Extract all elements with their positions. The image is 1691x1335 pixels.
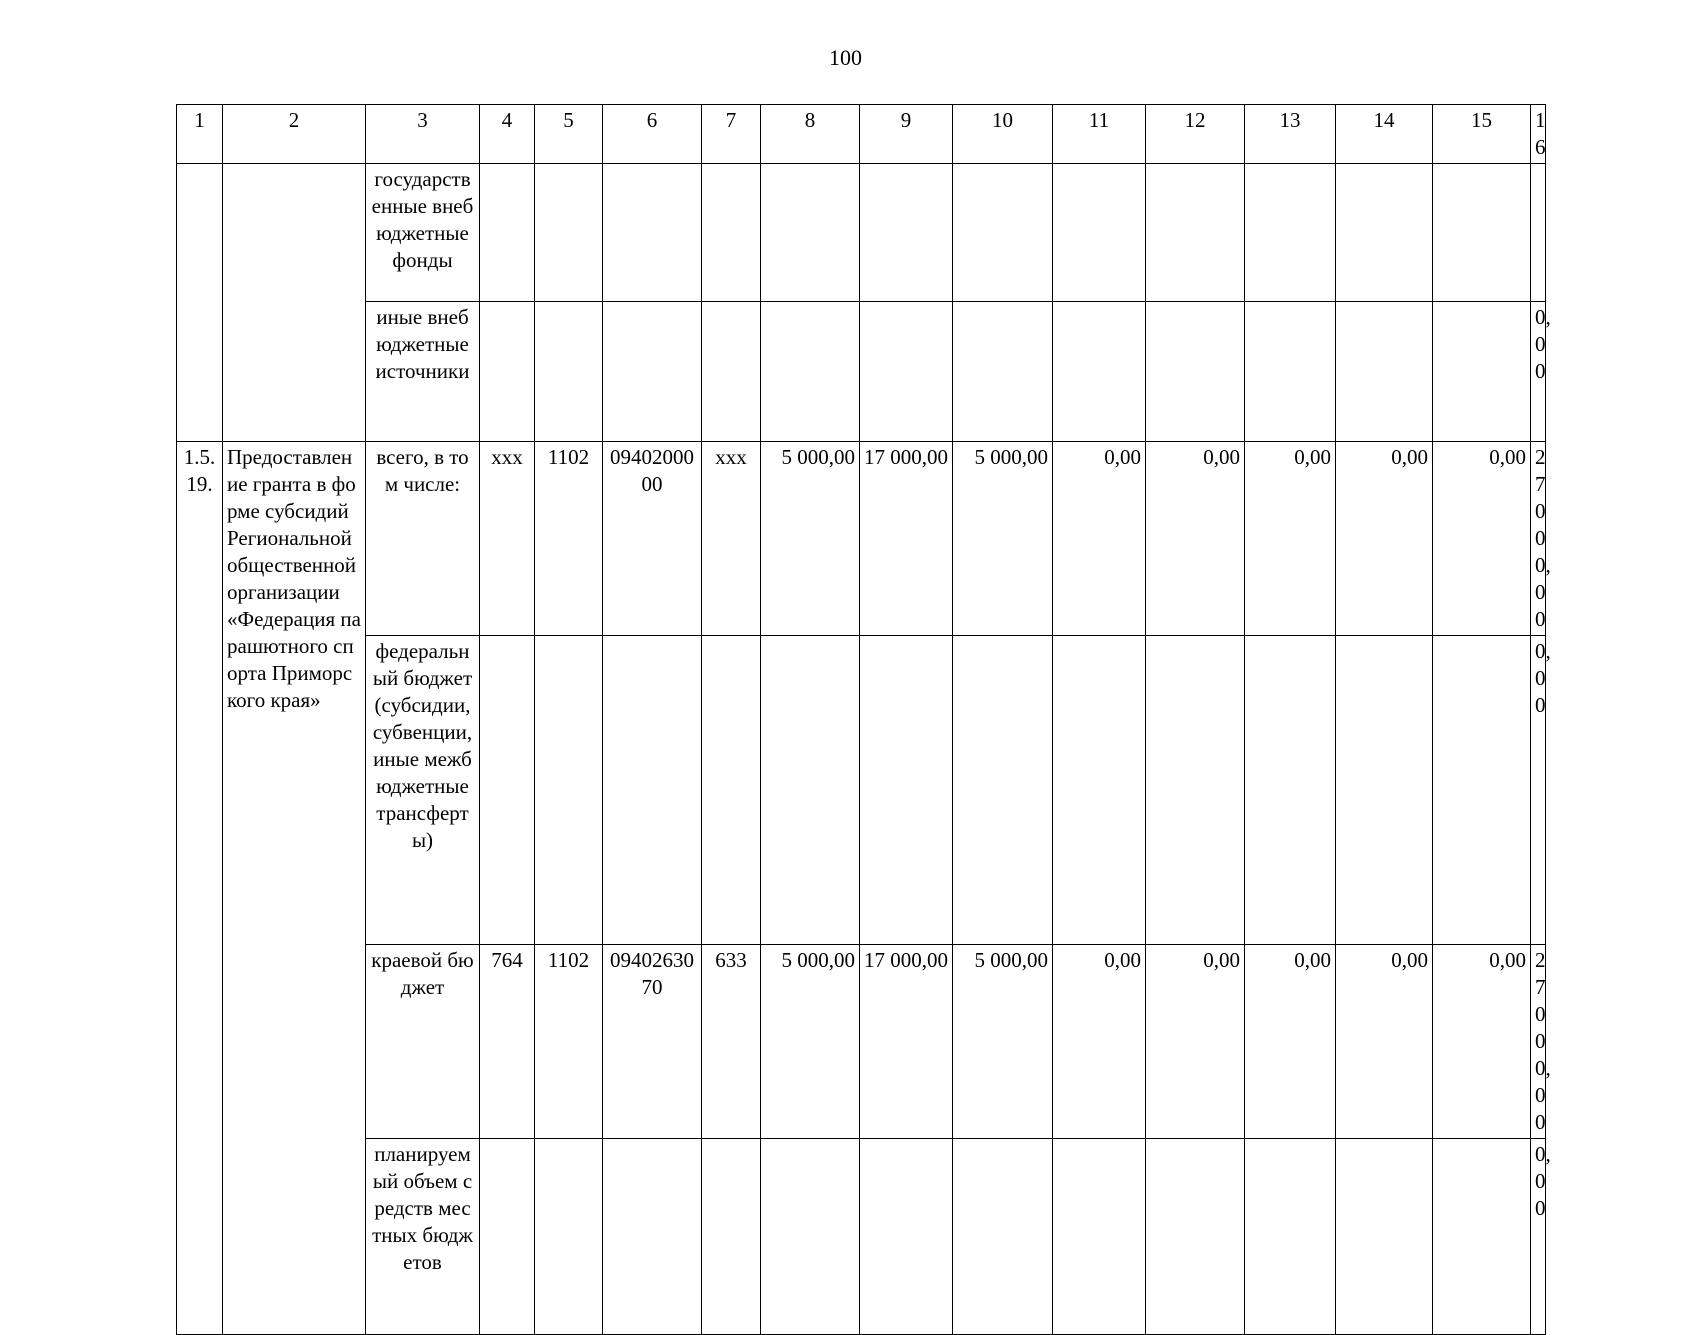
total-row [177, 442, 1645, 636]
item-title: Предоставление гранта в форме субсидий Региональной общественной организации «Федерация парашютного спорта Приморского края» [223, 442, 366, 1335]
header-cell: 5 [535, 105, 603, 164]
header-cell: 2 [223, 105, 366, 164]
prev-title-cell [223, 164, 366, 442]
source-label: иные внебюджетные источники [366, 302, 480, 442]
header-cell: 3 [366, 105, 480, 164]
col15-value: 0,00 [1433, 945, 1531, 1139]
col16-value: 27 000,00 [1531, 945, 1546, 1139]
budget-table [176, 104, 1645, 1335]
col14-value: 0,00 [1336, 945, 1433, 1139]
col10-value: 5 000,00 [953, 945, 1053, 1139]
source-label: краевой бюджет [366, 945, 480, 1139]
col11-value: 0,00 [1053, 442, 1146, 636]
federal-row [177, 636, 1645, 945]
col10-value: 5 000,00 [953, 442, 1053, 636]
source-label: федеральный бюджет (субсидии, субвенции, иные межбюджетные трансферты) [366, 636, 480, 945]
header-cell: 15 [1433, 105, 1531, 164]
regional-row [177, 945, 1645, 1139]
col5-value: 1102 [535, 945, 603, 1139]
col4-value: xxx [480, 442, 535, 636]
item-number: 1.5.19. [177, 442, 223, 1335]
state-funds-row [177, 164, 1645, 302]
header-cell: 10 [953, 105, 1053, 164]
header-cell: 16 [1531, 105, 1546, 164]
col4-value: 764 [480, 945, 535, 1139]
header-cell: 4 [480, 105, 535, 164]
header-row [177, 105, 1645, 164]
source-label: государственные внебюджетные фонды [366, 164, 480, 302]
source-label: планируемый объем средств местных бюджетов [366, 1139, 480, 1335]
col7-value: xxx [702, 442, 761, 636]
col14-value: 0,00 [1336, 442, 1433, 636]
col8-value: 5 000,00 [761, 945, 860, 1139]
col9-value: 17 000,00 [860, 442, 953, 636]
local-row [177, 1139, 1645, 1335]
col12-value: 0,00 [1146, 945, 1245, 1139]
col9-value: 17 000,00 [860, 945, 953, 1139]
header-cell: 12 [1146, 105, 1245, 164]
header-cell: 9 [860, 105, 953, 164]
col7-value: 633 [702, 945, 761, 1139]
source-label: всего, в том числе: [366, 442, 480, 636]
col13-value: 0,00 [1245, 945, 1336, 1139]
header-cell: 7 [702, 105, 761, 164]
col13-value: 0,00 [1245, 442, 1336, 636]
col16-value: 27 000,00 [1531, 442, 1546, 636]
header-cell: 1 [177, 105, 223, 164]
col16-value: 0,00 [1531, 1139, 1546, 1335]
header-cell: 11 [1053, 105, 1146, 164]
col6-value: 0940200000 [603, 442, 702, 636]
col15-value: 0,00 [1433, 442, 1531, 636]
col11-value: 0,00 [1053, 945, 1146, 1139]
col8-value: 5 000,00 [761, 442, 860, 636]
header-cell: 6 [603, 105, 702, 164]
other-sources-row [177, 302, 1645, 442]
col6-value: 0940263070 [603, 945, 702, 1139]
col5-value: 1102 [535, 442, 603, 636]
col16-value: 0,00 [1531, 636, 1546, 945]
page-number: 100 [829, 45, 862, 70]
header-cell: 8 [761, 105, 860, 164]
prev-number-cell [177, 164, 223, 442]
header-cell: 14 [1336, 105, 1433, 164]
header-cell: 13 [1245, 105, 1336, 164]
col16-value: 0,00 [1531, 302, 1546, 442]
col12-value: 0,00 [1146, 442, 1245, 636]
